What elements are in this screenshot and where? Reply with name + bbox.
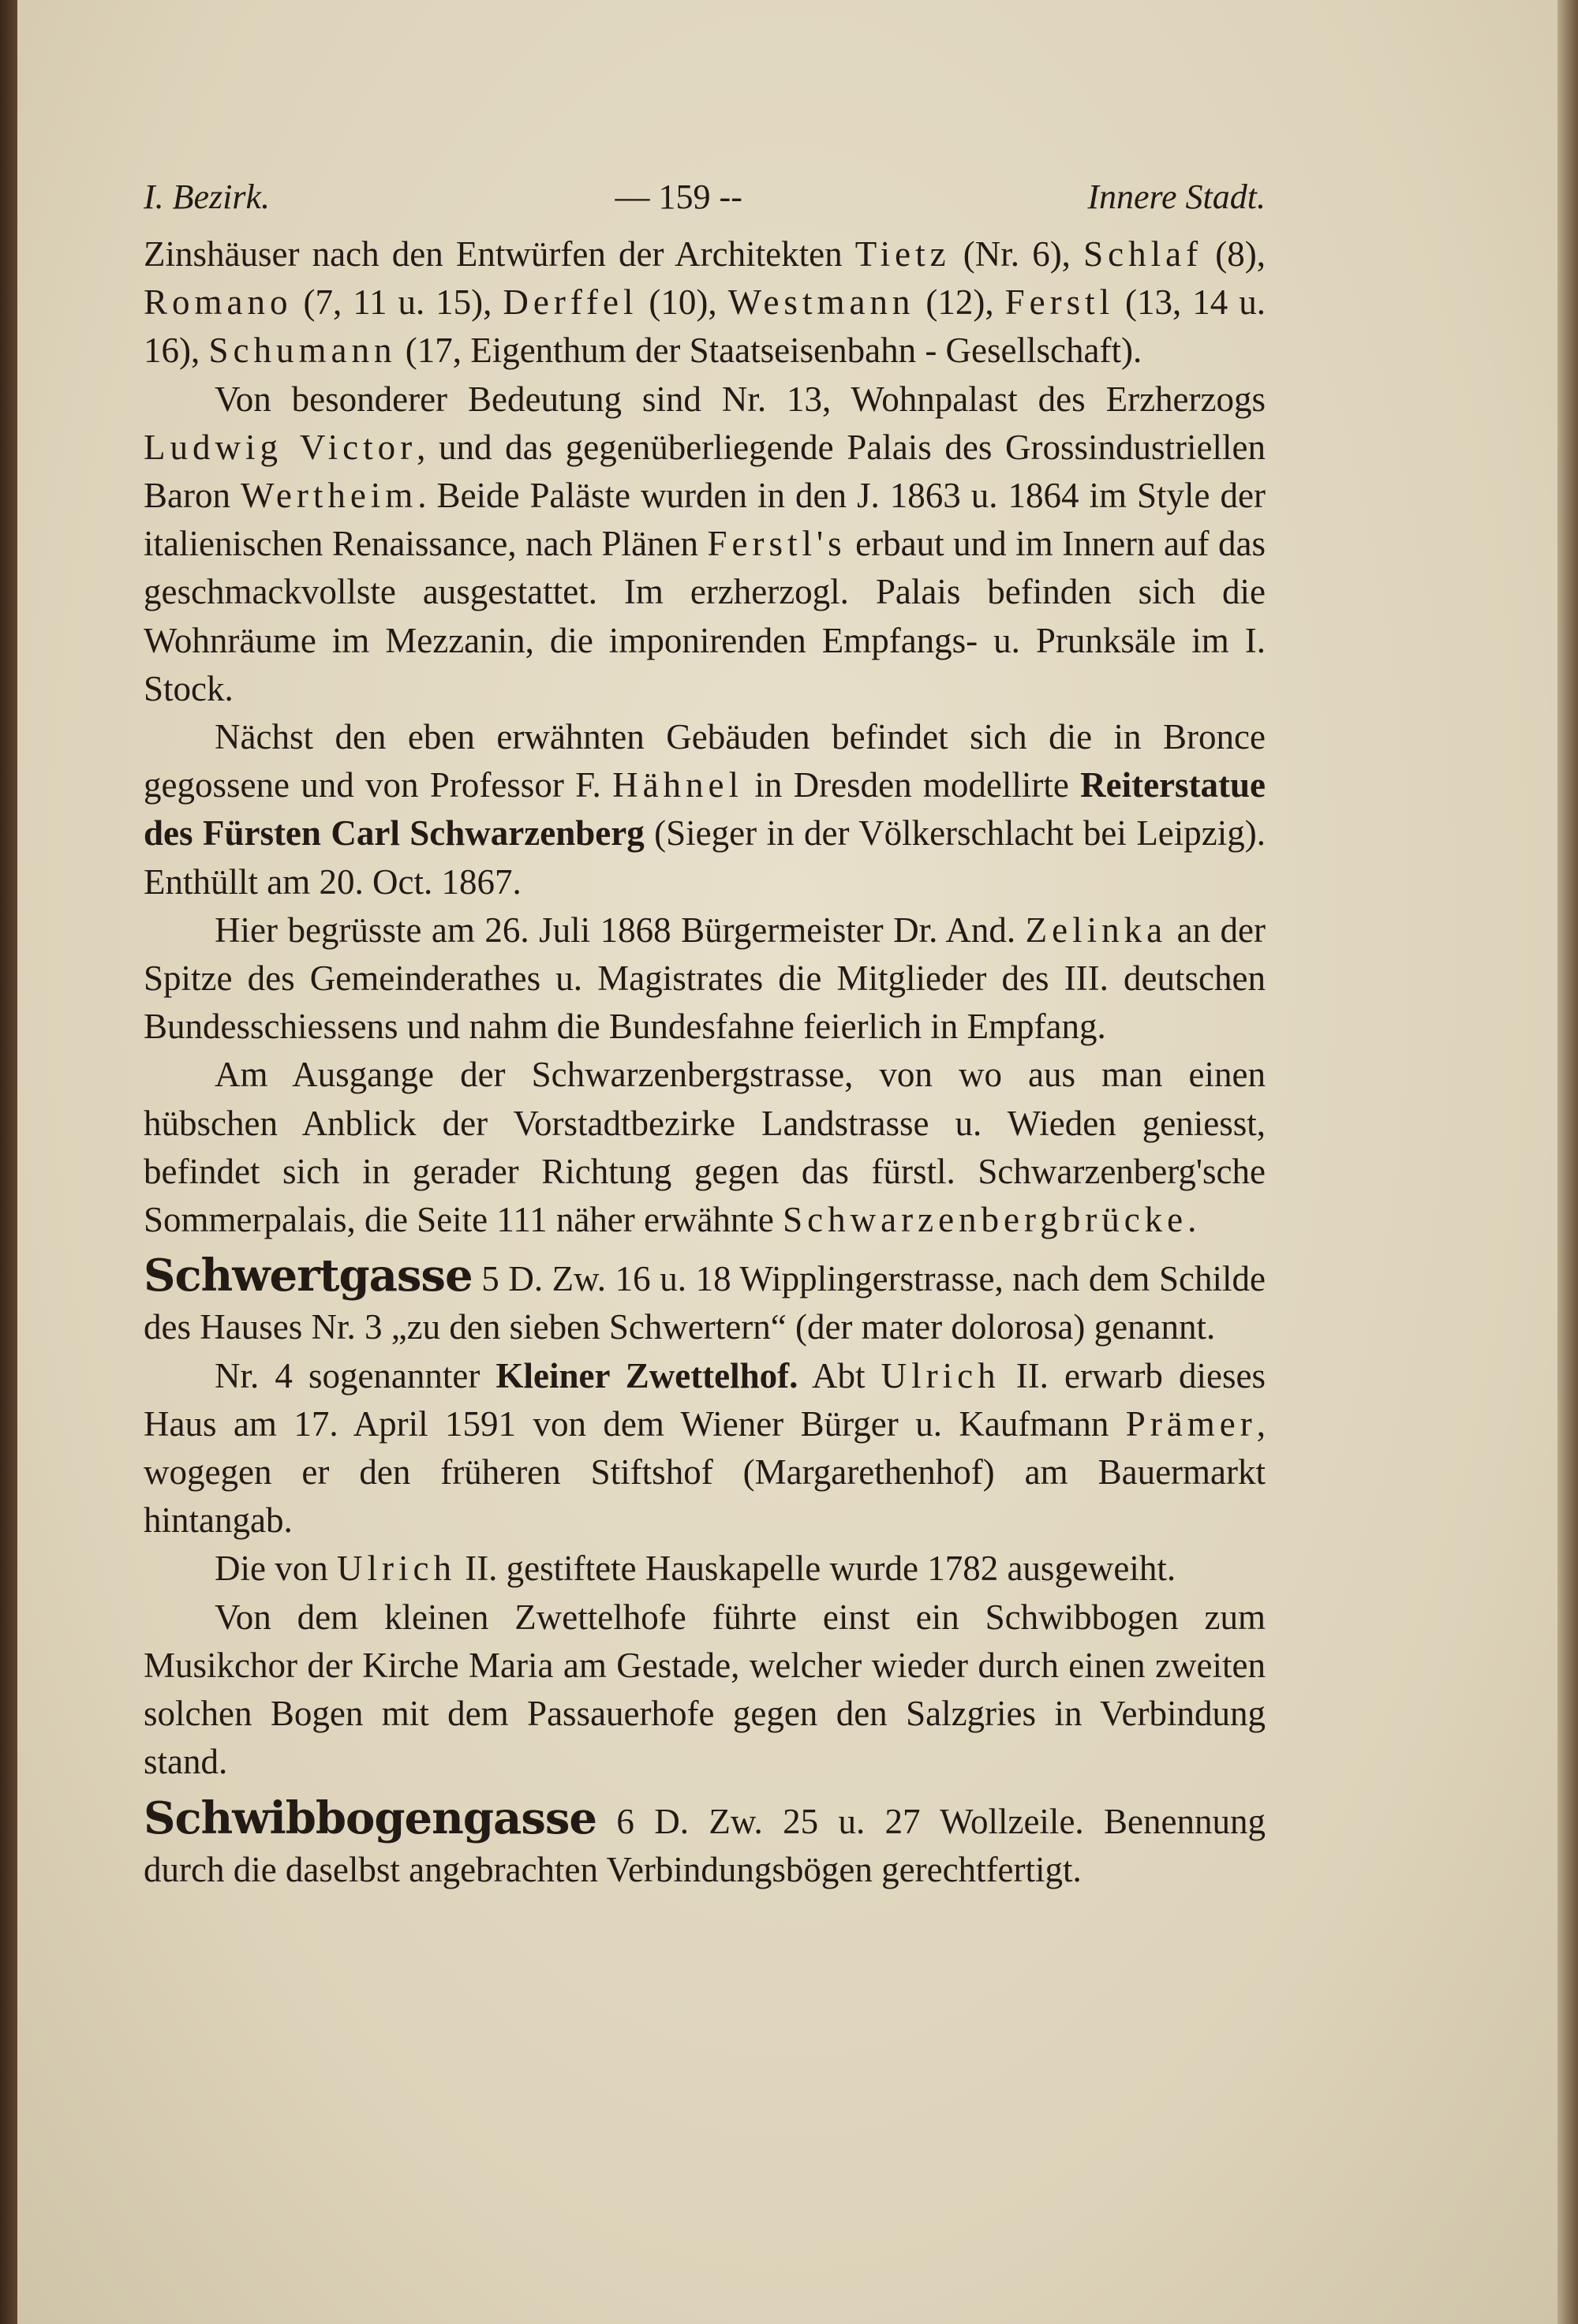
spaced-name: Schlaf — [1083, 234, 1203, 274]
text-run: 6 D. Zw. 25 u. 27 Wollzeile. Benennung durch die daselbst angebrachten Verbindungsbögen gerechtfertigt. — [144, 1801, 1266, 1889]
paragraph-ausgang — [144, 1051, 1266, 1244]
spaced-name: Ulrich — [336, 1549, 456, 1589]
text-run: (13, 14 u. 16), — [144, 282, 1266, 371]
running-head-left: I. Bezirk. — [144, 177, 271, 216]
bold-term: Kleiner Zwettelhof. — [495, 1355, 798, 1396]
text-run: an der Spitze des Gemeinderathes u. Magistrates die Mitglieder des III. deutschen Bundesschiessens und nahm die Bundesfahne feierlich in Empfang. — [144, 910, 1266, 1047]
paragraph-zinshaeuser — [144, 230, 1266, 376]
spaced-name: Ulrich — [881, 1355, 1000, 1396]
text-run: (7, 11 u. 15), — [292, 282, 503, 323]
spaced-name: Schumann — [208, 331, 397, 371]
text-run: (10), — [638, 282, 728, 323]
text-run: Nr. 4 sogenannter — [215, 1355, 496, 1396]
spaced-name: Zelinka — [1025, 910, 1168, 950]
text-run: Die von — [215, 1549, 337, 1589]
bold-term: Reiterstatue des Fürsten Carl Schwarzenberg — [144, 765, 1266, 854]
paragraph-wohnpalast — [144, 376, 1266, 713]
spaced-name: Tietz — [854, 234, 951, 274]
entry-headword: Schwertgasse — [144, 1250, 473, 1302]
running-head — [144, 166, 1266, 229]
text-run: (8), — [1202, 234, 1266, 274]
text-run: (Nr. 6), — [950, 234, 1084, 274]
text-run: . Beide Paläste wurden in den J. 1863 u. 1864 im Style der italienischen Renaissance, nach Plänen — [144, 476, 1266, 564]
spaced-name: Westmann — [727, 282, 915, 323]
spaced-name: Wertheim — [240, 476, 418, 516]
paragraph-buergermeister — [144, 906, 1266, 1052]
text-run: Hier begrüsste am 26. Juli 1868 Bürgermeister Dr. And. — [215, 910, 1026, 950]
text-run: Abt — [798, 1355, 881, 1396]
text-run: Von besonderer Bedeutung sind Nr. 13, Wohnpalast des Erzherzogs — [215, 379, 1266, 419]
book-page — [17, 0, 1557, 2324]
spaced-name: Ferstl's — [707, 524, 847, 564]
page-number: — 159 -- — [615, 177, 742, 216]
entry-headword: Schwibbogengasse — [144, 1792, 597, 1844]
text-run: Am Ausgange der Schwarzenbergstrasse, von wo aus man einen hübschen Anblick der Vorstadtbezirke Landstrasse u. Wieden geniesst, befindet sich in gerader Richtung gegen das fürstl. Schwarzenberg'sche Sommerpalais, die Seite 111 näher erwähnte — [144, 1055, 1266, 1240]
running-head-right: Innere Stadt. — [1087, 177, 1266, 216]
spaced-name: Ferstl — [1004, 282, 1115, 323]
text-run: 5 D. Zw. 16 u. 18 Wipplingerstrasse, nach dem Schilde des Hauses Nr. 3 „zu den sieben Schwertern“ (der mater dolorosa) genannt. — [144, 1259, 1266, 1347]
paragraph-reiterstatue — [144, 713, 1266, 906]
text-run: (17, Eigenthum der Staatseisenbahn - Gesellschaft). — [396, 331, 1142, 371]
spaced-name: Derffel — [503, 282, 638, 323]
text-run: in Dresden modellirte — [743, 765, 1081, 805]
text-run: erbaut und im Innern auf das geschmackvollste ausgestattet. Im erzherzogl. Palais befinden sich die Wohnräume im Mezzanin, die imponirenden Empfangs- u. Prunksäle im I. Stock. — [144, 524, 1266, 708]
paragraph-zwettelhof — [144, 1352, 1266, 1545]
spaced-name: Schwarzenbergbrücke — [783, 1200, 1188, 1240]
spaced-name: Prämer — [1125, 1403, 1257, 1444]
text-run: Von dem kleinen Zwettelhofe führte einst ein Schwibbogen zum Musikchor der Kirche Maria am Gestade, welcher wieder durch einen zweiten solchen Bogen mit dem Passauerhofe gegen den Salzgries in Verbindung stand. — [144, 1597, 1266, 1782]
text-run: Zinshäuser nach den Entwürfen der Architekten — [144, 234, 855, 274]
text-run: (12), — [914, 282, 1005, 323]
book-binding-edge — [0, 0, 17, 2324]
entry-schwibbogengasse — [144, 1792, 1266, 1894]
spaced-name: Ludwig Victor — [144, 427, 417, 467]
text-run: , und das gegenüberliegende Palais des Grossindustriellen Baron — [144, 427, 1266, 516]
page-edge-right — [1557, 0, 1578, 2324]
paragraph-hauskapelle — [144, 1545, 1266, 1593]
spaced-name: Romano — [144, 282, 293, 323]
text-run: II. erwarb dieses Haus am 17. April 1591 von dem Wiener Bürger u. Kaufmann — [144, 1355, 1266, 1444]
paragraph-schwibbogen — [144, 1594, 1266, 1787]
text-run: II. gestiftete Hauskapelle wurde 1782 ausgeweiht. — [455, 1549, 1176, 1589]
entry-schwertgasse — [144, 1252, 1266, 1351]
spaced-name: Hähnel — [612, 765, 744, 805]
text-run: . — [1187, 1200, 1197, 1240]
text-run: Nächst den eben erwähnten Gebäuden befindet sich die in Bronce gegossene und von Professor F. — [144, 717, 1266, 805]
page-text-block — [144, 166, 1266, 1894]
text-run: , wogegen er den früheren Stiftshof (Margarethenhof) am Bauermarkt hintangab. — [144, 1403, 1266, 1541]
text-run: (Sieger in der Völkerschlacht bei Leipzig). Enthüllt am 20. Oct. 1867. — [144, 813, 1266, 902]
